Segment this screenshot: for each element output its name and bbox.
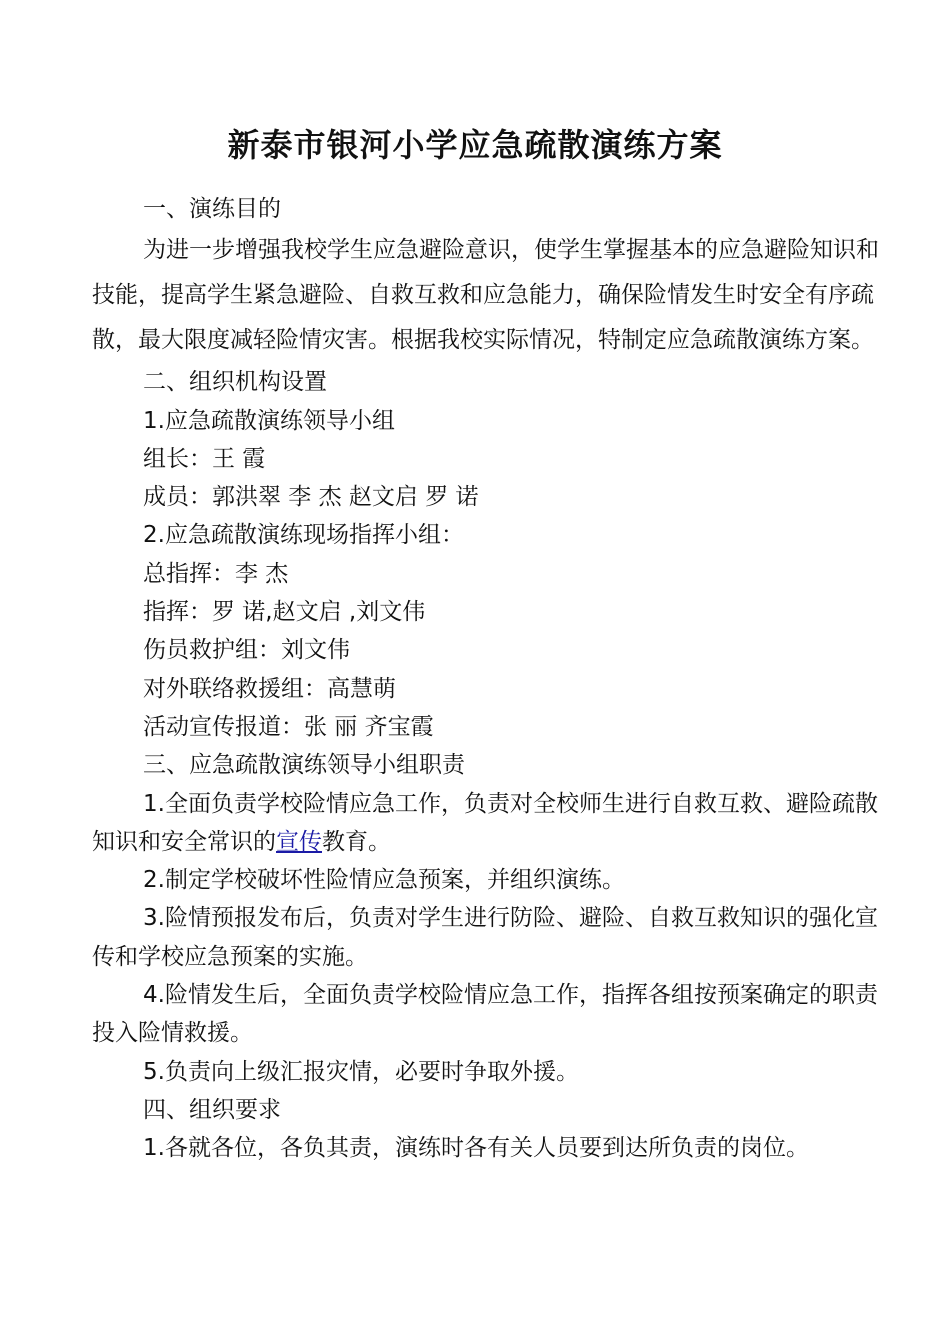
responsibility-item-1-after: 教育。 <box>322 828 391 855</box>
section-heading-requirements: 四、组织要求 <box>143 1096 281 1123</box>
document-body <box>92 190 882 1168</box>
responsibility-item-3: 3.险情预报发布后，负责对学生进行防险、避险、自救互救知识的强化宣传和学校应急预案的实施。 <box>92 905 878 970</box>
group-leader-line: 组长：王 霞 <box>143 445 266 472</box>
responsibility-item-4: 4.险情发生后，全面负责学校险情应急工作，指挥各组按预案确定的职责投入险情救援。 <box>92 982 878 1047</box>
responsibility-item-5: 5.负责向上级汇报灾情，必要时争取外援。 <box>143 1058 579 1085</box>
chief-commander-line: 总指挥：李 杰 <box>143 560 289 587</box>
responsibility-item-1 <box>92 785 882 862</box>
responsibility-item-2: 2.制定学校破坏性险情应急预案，并组织演练。 <box>143 867 625 894</box>
commanders-line: 指挥：罗 诺,赵文启 ,刘文伟 <box>143 599 426 626</box>
publicity-link[interactable]: 宣传 <box>276 828 322 855</box>
group-members-line: 成员：郭洪翠 李 杰 赵文启 罗 诺 <box>143 484 479 511</box>
responsibility-item-1-before: 1.全面负责学校险情应急工作，负责对全校师生进行自救互救、避险疏散知识和安全常识的 <box>92 790 878 855</box>
subheading-leadership-group: 1.应急疏散演练领导小组 <box>143 407 395 434</box>
section-heading-purpose: 一、演练目的 <box>143 196 281 222</box>
section-heading-organization: 二、组织机构设置 <box>143 369 327 396</box>
publicity-line: 活动宣传报道：张 丽 齐宝霞 <box>143 713 434 740</box>
liaison-group-line: 对外联络救援组：高慧萌 <box>143 675 396 702</box>
paragraph-purpose: 为进一步增强我校学生应急避险意识，使学生掌握基本的应急避险知识和技能，提高学生紧急避险、自救互救和应急能力，确保险情发生时安全有序疏散，最大限度减轻险情灾害。根据我校实际情况，特制定应急疏散演练方案。 <box>92 237 879 354</box>
section-heading-responsibilities: 三、应急疏散演练领导小组职责 <box>143 752 465 779</box>
requirement-item-1: 1.各就各位，各负其责，演练时各有关人员要到达所负责的岗位。 <box>143 1135 809 1162</box>
subheading-command-group: 2.应急疏散演练现场指挥小组： <box>143 522 464 549</box>
document-title: 新泰市银河小学应急疏散演练方案 <box>227 126 723 165</box>
first-aid-group-line: 伤员救护组：刘文伟 <box>143 637 350 664</box>
